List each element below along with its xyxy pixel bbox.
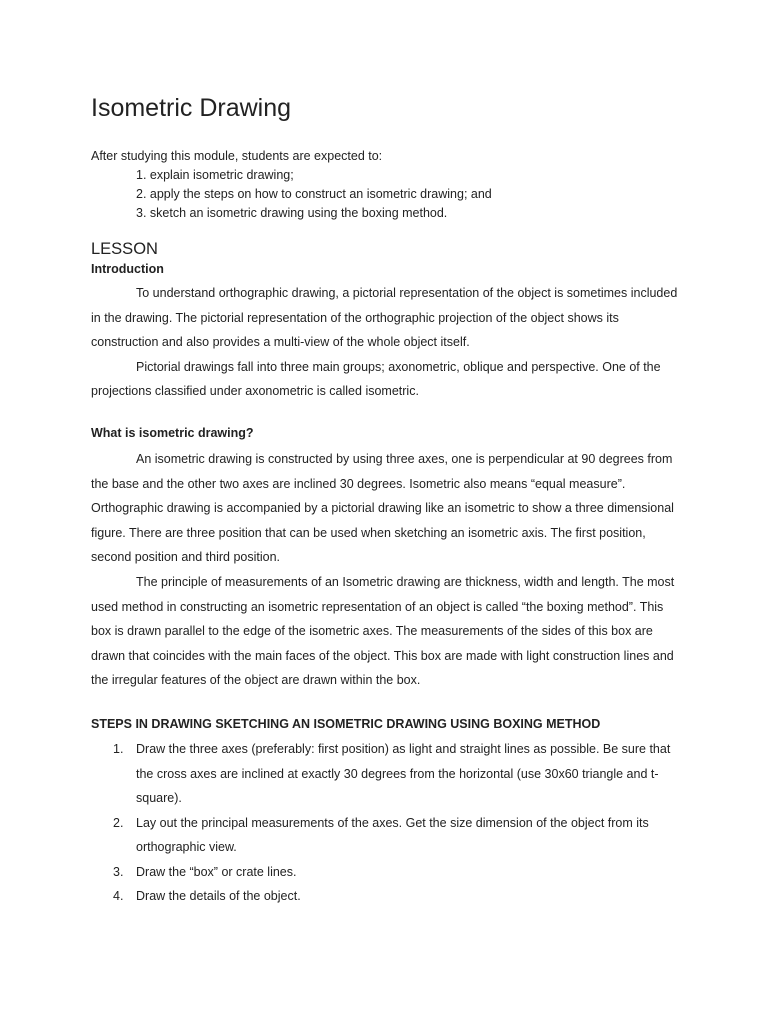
step-text: Lay out the principal measurements of the axes. Get the size dimension of the object from its orthographic view. [136, 815, 649, 855]
objective-item: 3. sketch an isometric drawing using the boxing method. [136, 206, 448, 220]
step-item [91, 737, 681, 811]
document-page [91, 92, 681, 909]
step-number: 3. [113, 864, 124, 879]
step-text: Draw the three axes (preferably: first position) as light and straight lines as possible. Be sure that the cross axes are inclined at exactly 30 degrees from the horizontal (use 30x60 triangle and t-square). [136, 741, 671, 806]
step-text: Draw the details of the object. [136, 889, 301, 904]
steps-heading: STEPS IN DRAWING SKETCHING AN ISOMETRIC DRAWING USING BOXING METHOD [91, 716, 601, 731]
steps-list [91, 737, 681, 909]
objectives-intro: After studying this module, students are expected to: [91, 149, 383, 163]
page-title: Isometric Drawing [91, 94, 292, 122]
what-paragraph: The principle of measurements of an Isometric drawing are thickness, width and length. The most used method in constructing an isometric representation of an object is called “the boxing method”. This box is drawn parallel to the edge of the isometric axes. The measurements of the sides of this box are drawn that coincides with the main faces of the object. This box are made with light construction lines and the irregular features of the object are drawn within the box. [91, 574, 675, 688]
step-item [91, 811, 681, 860]
step-number: 1. [113, 741, 124, 756]
what-paragraph: An isometric drawing is constructed by using three axes, one is perpendicular at 90 degrees from the base and the other two axes are inclined 30 degrees. Isometric also means “equal measure”. Orthographic drawing is accompanied by a pictorial drawing like an isometric to show a three dimensional figure. There are three position that can be used when sketching an isometric axis. The first position, second position and third position. [91, 451, 674, 565]
what-is-isometric-heading: What is isometric drawing? [91, 425, 254, 440]
step-number: 2. [113, 815, 124, 830]
step-text: Draw the “box” or crate lines. [136, 864, 297, 879]
objective-item: 1. explain isometric drawing; [136, 168, 294, 182]
step-item [91, 860, 681, 885]
introduction-paragraph: Pictorial drawings fall into three main groups; axonometric, oblique and perspective. One of the projections classified under axonometric is called isometric. [91, 359, 661, 399]
objective-item: 2. apply the steps on how to construct an isometric drawing; and [136, 187, 492, 201]
introduction-paragraph: To understand orthographic drawing, a pictorial representation of the object is sometimes included in the drawing. The pictorial representation of the orthographic projection of the object shows its construction and also provides a multi-view of the whole object itself. [91, 286, 678, 350]
objectives-list [91, 166, 681, 223]
step-number: 4. [113, 889, 124, 904]
step-item [91, 884, 681, 909]
introduction-heading: Introduction [91, 262, 164, 276]
lesson-heading: LESSON [91, 240, 158, 258]
